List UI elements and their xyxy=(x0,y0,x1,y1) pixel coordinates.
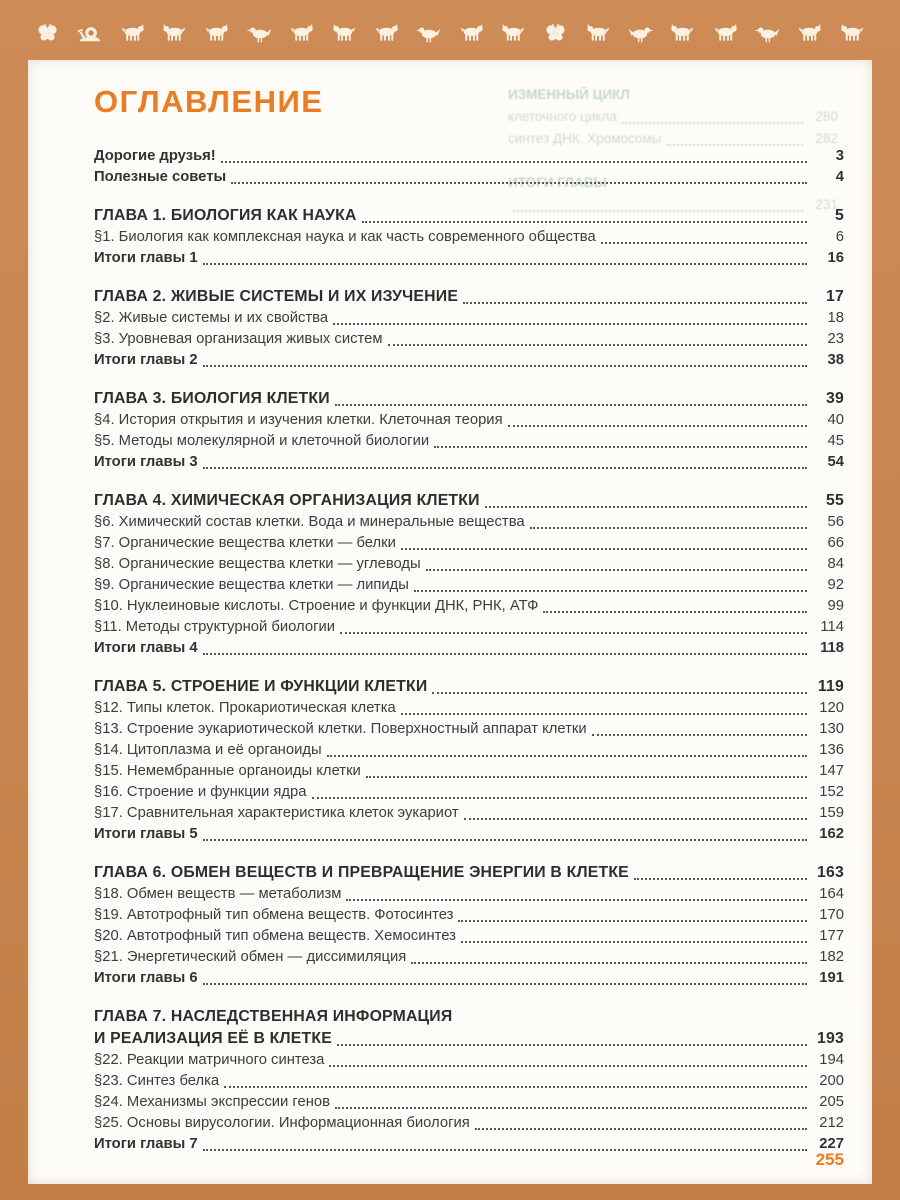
dot-leader xyxy=(327,755,807,757)
deer-icon xyxy=(500,23,527,44)
dot-leader xyxy=(203,653,807,655)
toc-entry-page: 200 xyxy=(819,1073,844,1089)
boar-icon xyxy=(585,23,612,44)
toc-entry-page: 130 xyxy=(819,721,844,737)
chapter-title-page: 119 xyxy=(817,678,844,695)
dot-leader xyxy=(508,425,807,427)
horse-icon xyxy=(839,23,866,44)
chapter-title xyxy=(94,1028,844,1050)
chapter-title xyxy=(94,490,844,512)
toc-entry xyxy=(94,167,844,188)
chapter-title-label: ГЛАВА 2. ЖИВЫЕ СИСТЕМЫ И ИХ ИЗУЧЕНИЕ xyxy=(94,288,459,305)
duck-icon xyxy=(627,23,654,44)
chapter-title xyxy=(94,1006,844,1028)
dot-leader xyxy=(221,161,807,163)
bleed-line-label: ИЗМЕННЫЙ ЦИКЛ xyxy=(508,87,630,102)
toc-entry xyxy=(94,410,844,431)
toc-entry-label: §10. Нуклеиновые кислоты. Строение и функции ДНК, РНК, АТФ xyxy=(94,598,539,614)
chapter-title xyxy=(94,862,844,884)
toc-entry-label: Итоги главы 6 xyxy=(94,970,198,986)
toc-entry xyxy=(94,1113,844,1134)
bleed-line-page: 231 xyxy=(815,197,838,212)
toc-entry-label: §15. Немембранные органоиды клетки xyxy=(94,763,361,779)
dot-leader xyxy=(335,1107,807,1109)
chapter-title-page: 193 xyxy=(817,1030,844,1047)
dot-leader xyxy=(312,797,808,799)
chapter-title xyxy=(94,205,844,227)
toc-entry-label: §1. Биология как комплексная наука и как часть современного общества xyxy=(94,229,596,245)
toc-entry-label: §24. Механизмы экспрессии генов xyxy=(94,1094,330,1110)
toc-entry-label: Итоги главы 7 xyxy=(94,1136,198,1152)
chapter-title-page: 163 xyxy=(817,864,844,881)
dot-leader xyxy=(463,302,807,304)
chapter-title-label: И РЕАЛИЗАЦИЯ ЕЁ В КЛЕТКЕ xyxy=(94,1030,332,1047)
toc-entry-page: 40 xyxy=(827,412,844,428)
toc-entry-page: 212 xyxy=(819,1115,844,1131)
dot-leader xyxy=(426,569,807,571)
toc-entry xyxy=(94,1071,844,1092)
dot-leader xyxy=(592,734,807,736)
dot-leader xyxy=(335,404,807,406)
toc-entry xyxy=(94,698,844,719)
chapter-block xyxy=(94,862,844,989)
toc-entry-page: 6 xyxy=(835,229,844,245)
toc-entry xyxy=(94,227,844,248)
toc-entry xyxy=(94,1092,844,1113)
toc-entry-page: 227 xyxy=(819,1136,844,1152)
toc-entry xyxy=(94,824,844,845)
toc-list xyxy=(94,146,844,1155)
toc-entry-label: §25. Основы вирусологии. Информационная биология xyxy=(94,1115,470,1131)
butterfly-icon xyxy=(542,23,569,44)
chapter-block xyxy=(94,676,844,845)
chapter-title-label: ГЛАВА 5. СТРОЕНИЕ И ФУНКЦИИ КЛЕТКИ xyxy=(94,678,428,695)
animal-frieze xyxy=(34,15,866,51)
chapter-title-page: 55 xyxy=(826,492,844,509)
toc-entry-page: 16 xyxy=(827,250,844,266)
toc-entry xyxy=(94,617,844,638)
toc-entry xyxy=(94,596,844,617)
chapter-title-label: ГЛАВА 1. БИОЛОГИЯ КАК НАУКА xyxy=(94,207,357,224)
boar-icon xyxy=(288,23,315,44)
dot-leader xyxy=(601,242,807,244)
bleed-line-page: 280 xyxy=(815,109,838,124)
bird-icon xyxy=(754,23,781,44)
dot-leader xyxy=(401,713,807,715)
deer-icon xyxy=(203,23,230,44)
toc-entry xyxy=(94,719,844,740)
chapter-title-label: ГЛАВА 4. ХИМИЧЕСКАЯ ОРГАНИЗАЦИЯ КЛЕТКИ xyxy=(94,492,480,509)
page-number: 255 xyxy=(815,1150,844,1169)
dot-leader xyxy=(543,611,807,613)
toc-entry-label: Итоги главы 1 xyxy=(94,250,198,266)
dot-leader xyxy=(461,941,807,943)
deer-icon xyxy=(669,23,696,44)
chapter-title-page: 17 xyxy=(826,288,844,305)
toc-entry-label: §16. Строение и функции ядра xyxy=(94,784,307,800)
dot-leader xyxy=(224,1086,807,1088)
toc-entry-label: §9. Органические вещества клетки — липиды xyxy=(94,577,409,593)
dot-leader xyxy=(401,548,807,550)
dot-leader xyxy=(203,467,807,469)
bleed-line-label: ИТОГИ ГЛАВЫ xyxy=(508,175,607,190)
toc-content xyxy=(94,84,844,1155)
dot-leader xyxy=(346,899,807,901)
snail-icon xyxy=(76,23,103,44)
bleed-line-page: 282 xyxy=(815,131,838,146)
toc-entry-label: Итоги главы 4 xyxy=(94,640,198,656)
toc-entry xyxy=(94,452,844,473)
rabbit-icon xyxy=(331,23,358,44)
toc-entry-label: §22. Реакции матричного синтеза xyxy=(94,1052,325,1068)
toc-entry-label: §6. Химический состав клетки. Вода и минеральные вещества xyxy=(94,514,525,530)
toc-entry-page: 56 xyxy=(827,514,844,530)
dot-leader xyxy=(203,365,807,367)
toc-entry-label: §7. Органические вещества клетки — белки xyxy=(94,535,396,551)
toc-entry xyxy=(94,884,844,905)
bleed-line-label: синтез ДНК. Хромосомы xyxy=(508,131,662,146)
fox-icon xyxy=(161,23,188,44)
toc-entry xyxy=(94,1050,844,1071)
toc-entry xyxy=(94,575,844,596)
dot-leader xyxy=(432,692,807,694)
toc-entry-label: §21. Энергетический обмен — диссимиляция xyxy=(94,949,407,965)
toc-entry xyxy=(94,803,844,824)
horse-icon xyxy=(373,23,400,44)
cat-icon xyxy=(458,23,485,44)
toc-entry-label: §12. Типы клеток. Прокариотическая клетка xyxy=(94,700,396,716)
dot-leader xyxy=(366,776,807,778)
toc-entry-label: Итоги главы 2 xyxy=(94,352,198,368)
dot-leader xyxy=(458,920,807,922)
toc-entry-page: 4 xyxy=(835,169,844,185)
toc-entry-page: 159 xyxy=(819,805,844,821)
toc-entry xyxy=(94,947,844,968)
toc-entry-label: Итоги главы 5 xyxy=(94,826,198,842)
toc-entry xyxy=(94,329,844,350)
toc-entry-page: 164 xyxy=(819,886,844,902)
toc-entry-page: 136 xyxy=(819,742,844,758)
toc-entry xyxy=(94,782,844,803)
toc-entry xyxy=(94,554,844,575)
chapter-title-label: ГЛАВА 6. ОБМЕН ВЕЩЕСТВ И ПРЕВРАЩЕНИЕ ЭНЕРГИИ В КЛЕТКЕ xyxy=(94,864,629,881)
toc-entry-page: 66 xyxy=(827,535,844,551)
chapter-block xyxy=(94,388,844,473)
chapter-title-page: 5 xyxy=(835,207,844,224)
toc-entry xyxy=(94,350,844,371)
chapter-title-page: 39 xyxy=(826,390,844,407)
fox-icon xyxy=(712,23,739,44)
toc-entry-page: 3 xyxy=(835,148,844,164)
dot-leader xyxy=(414,590,807,592)
toc-entry xyxy=(94,146,844,167)
toc-entry xyxy=(94,533,844,554)
toc-entry-page: 114 xyxy=(820,619,844,635)
dot-leader xyxy=(203,983,807,985)
butterfly-icon xyxy=(34,23,61,44)
toc-entry xyxy=(94,431,844,452)
dot-leader xyxy=(464,818,807,820)
dot-leader xyxy=(475,1128,807,1130)
toc-entry-page: 152 xyxy=(819,784,844,800)
toc-entry xyxy=(94,308,844,329)
toc-entry-page: 18 xyxy=(827,310,844,326)
bleed-line-label: клеточного цикла xyxy=(508,109,617,124)
chapter-title xyxy=(94,388,844,410)
dot-leader xyxy=(388,344,807,346)
toc-entry-label: Итоги главы 3 xyxy=(94,454,198,470)
toc-entry-label: §20. Автотрофный тип обмена веществ. Хемосинтез xyxy=(94,928,456,944)
wolf-icon xyxy=(796,23,823,44)
chapter-block xyxy=(94,286,844,371)
toc-entry-page: 45 xyxy=(827,433,844,449)
dot-leader xyxy=(203,263,807,265)
toc-entry-page: 162 xyxy=(819,826,844,842)
toc-entry-page: 92 xyxy=(827,577,844,593)
toc-entry-label: §13. Строение эукариотической клетки. Поверхностный аппарат клетки xyxy=(94,721,587,737)
toc-entry-label: §8. Органические вещества клетки — углеводы xyxy=(94,556,421,572)
chapter-title-label: ГЛАВА 3. БИОЛОГИЯ КЛЕТКИ xyxy=(94,390,330,407)
dot-leader xyxy=(485,506,807,508)
page-title: ОГЛАВЛЕНИЕ xyxy=(94,84,324,119)
toc-entry xyxy=(94,926,844,947)
toc-entry-label: §5. Методы молекулярной и клеточной биологии xyxy=(94,433,430,449)
toc-entry-label: §17. Сравнительная характеристика клеток эукариот xyxy=(94,805,459,821)
toc-entry-page: 177 xyxy=(819,928,844,944)
toc-entry-label: §3. Уровневая организация живых систем xyxy=(94,331,383,347)
toc-entry-label: §11. Методы структурной биологии xyxy=(94,619,335,635)
toc-entry-page: 182 xyxy=(819,949,844,965)
toc-entry-page: 38 xyxy=(827,352,844,368)
toc-entry-page: 147 xyxy=(819,763,844,779)
toc-entry-page: 170 xyxy=(819,907,844,923)
toc-entry-label: §4. История открытия и изучения клетки. Клеточная теория xyxy=(94,412,503,428)
toc-entry xyxy=(94,968,844,989)
chapter-block xyxy=(94,1006,844,1155)
toc-entry xyxy=(94,740,844,761)
toc-entry-label: §2. Живые системы и их свойства xyxy=(94,310,329,326)
chapter-title xyxy=(94,676,844,698)
toc-entry-label: §14. Цитоплазма и её органоиды xyxy=(94,742,322,758)
toc-entry xyxy=(94,248,844,269)
toc-entry-page: 118 xyxy=(820,640,844,656)
dot-leader xyxy=(333,323,807,325)
bird-icon xyxy=(246,23,273,44)
chapter-title-label: ГЛАВА 7. НАСЛЕДСТВЕННАЯ ИНФОРМАЦИЯ xyxy=(94,1008,453,1025)
toc-entry-page: 120 xyxy=(819,700,844,716)
dot-leader xyxy=(340,632,807,634)
toc-entry-page: 99 xyxy=(827,598,844,614)
toc-entry xyxy=(94,905,844,926)
dot-leader xyxy=(530,527,807,529)
toc-entry-label: §23. Синтез белка xyxy=(94,1073,220,1089)
toc-entry-label: Полезные советы xyxy=(94,169,227,185)
toc-entry-page: 194 xyxy=(819,1052,844,1068)
toc-entry-page: 84 xyxy=(827,556,844,572)
book-page xyxy=(28,60,872,1184)
chapter-title xyxy=(94,286,844,308)
toc-entry-page: 205 xyxy=(819,1094,844,1110)
toc-entry xyxy=(94,761,844,782)
toc-entry-label: §18. Обмен веществ — метаболизм xyxy=(94,886,342,902)
dot-leader xyxy=(337,1044,807,1046)
toc-entry xyxy=(94,638,844,659)
toc-entry-label: §19. Автотрофный тип обмена веществ. Фотосинтез xyxy=(94,907,454,923)
toc-entry-page: 23 xyxy=(827,331,844,347)
toc-entry xyxy=(94,1134,844,1155)
dot-leader xyxy=(634,878,807,880)
dot-leader xyxy=(231,182,807,184)
dot-leader xyxy=(434,446,807,448)
dot-leader xyxy=(203,839,807,841)
dot-leader xyxy=(362,221,807,223)
toc-entry-page: 191 xyxy=(819,970,844,986)
chapter-block xyxy=(94,490,844,659)
toc-entry xyxy=(94,512,844,533)
toc-entry-page: 54 xyxy=(827,454,844,470)
dot-leader xyxy=(203,1149,807,1151)
toc-entry-label: Дорогие друзья! xyxy=(94,148,216,164)
goose-icon xyxy=(415,23,442,44)
dot-leader xyxy=(329,1065,807,1067)
chapter-block xyxy=(94,205,844,269)
dot-leader xyxy=(411,962,807,964)
horse-icon xyxy=(119,23,146,44)
